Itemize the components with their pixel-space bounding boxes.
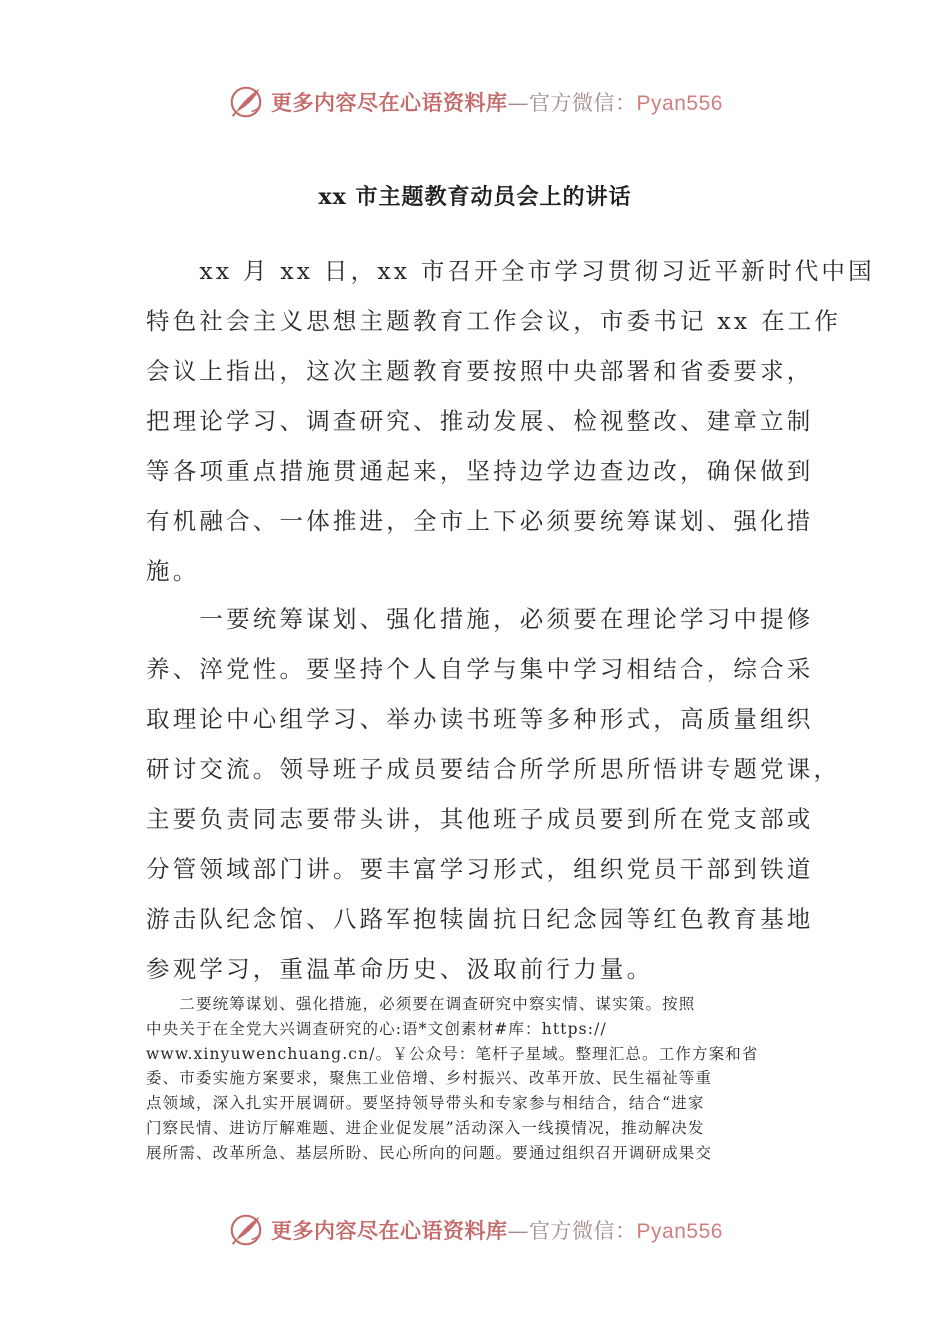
banner-separator-text: —官方微信： [507, 1219, 637, 1243]
text-line: 取理论中心组学习、举办读书班等多种形式，高质量组织 [146, 705, 814, 733]
quill-logo-icon [227, 83, 265, 121]
text-line: 一要统筹谋划、强化措施，必须要在理论学习中提修 [146, 605, 814, 633]
quill-logo-icon [227, 1211, 265, 1249]
text-line: 特色社会主义思想主题教育工作会议，市委书记 xx 在工作 [146, 307, 842, 335]
banner-separator-text: —官方微信： [507, 91, 637, 115]
footer-watermark-banner [0, 1210, 950, 1250]
banner-text [271, 1215, 723, 1245]
banner-main-text: 更多内容尽在心语资料库 [271, 90, 508, 115]
text-line: 主要负责同志要带头讲，其他班子成员要到所在党支部或 [146, 805, 814, 833]
text-line: xx 月 xx 日，xx 市召开全市学习贯彻习近平新时代中国 [146, 257, 875, 285]
document-title: xx 市主题教育动员会上的讲话 [318, 184, 632, 210]
text-line: 参观学习，重温革命历史、汲取前行力量。 [146, 955, 654, 983]
text-line: 分管领域部门讲。要丰富学习形式，组织党员干部到铁道 [146, 855, 814, 883]
text-line: 二要统筹谋划、强化措施，必须要在调查研究中察实情、谋实策。按照 [146, 995, 696, 1013]
text-line: 养、淬党性。要坚持个人自学与集中学习相结合，综合采 [146, 655, 814, 683]
paragraph-3 [146, 992, 812, 1166]
header-watermark-banner [0, 82, 950, 122]
text-line: 展所需、改革所急、基层所盼、民心所向的问题。要通过组织召开调研成果交 [146, 1143, 713, 1162]
paragraph-2 [146, 594, 841, 994]
text-line: 会议上指出，这次主题教育要按照中央部署和省委要求， [146, 357, 814, 385]
paragraph-1 [146, 246, 875, 596]
text-line: 把理论学习、调查研究、推动发展、检视整改、建章立制 [146, 407, 814, 435]
text-line: 中央关于在全党大兴调查研究的心:语*文创素材#库：https:// [146, 1019, 607, 1038]
text-line: 等各项重点措施贯通起来，坚持边学边查边改，确保做到 [146, 457, 814, 485]
text-line: 施。 [146, 557, 200, 585]
text-line: 门察民情、进访厅解难题、进企业促发展”活动深入一线摸情况，推动解决发 [146, 1118, 705, 1137]
text-line: 点领域，深入扎实开展调研。要坚持领导带头和专家参与相结合，结合“进家 [146, 1094, 705, 1113]
banner-wechat-id: Pyan556 [636, 1220, 723, 1243]
text-line: 研讨交流。领导班子成员要结合所学所思所悟讲专题党课， [146, 755, 841, 783]
banner-main-text: 更多内容尽在心语资料库 [271, 1218, 508, 1243]
text-line: 游击队纪念馆、八路军抱犊崮抗日纪念园等红色教育基地 [146, 905, 814, 933]
text-line: www.xinyuwenchuang.cn/。￥公众号：笔杆子星域。整理汇总。工作方案和省 [146, 1044, 759, 1063]
banner-text [271, 87, 723, 117]
text-line: 有机融合、一体推进，全市上下必须要统筹谋划、强化措 [146, 507, 814, 535]
text-line: 委、市委实施方案要求，聚焦工业倍增、乡村振兴、改革开放、民生福祉等重 [146, 1069, 713, 1088]
banner-wechat-id: Pyan556 [636, 92, 723, 115]
